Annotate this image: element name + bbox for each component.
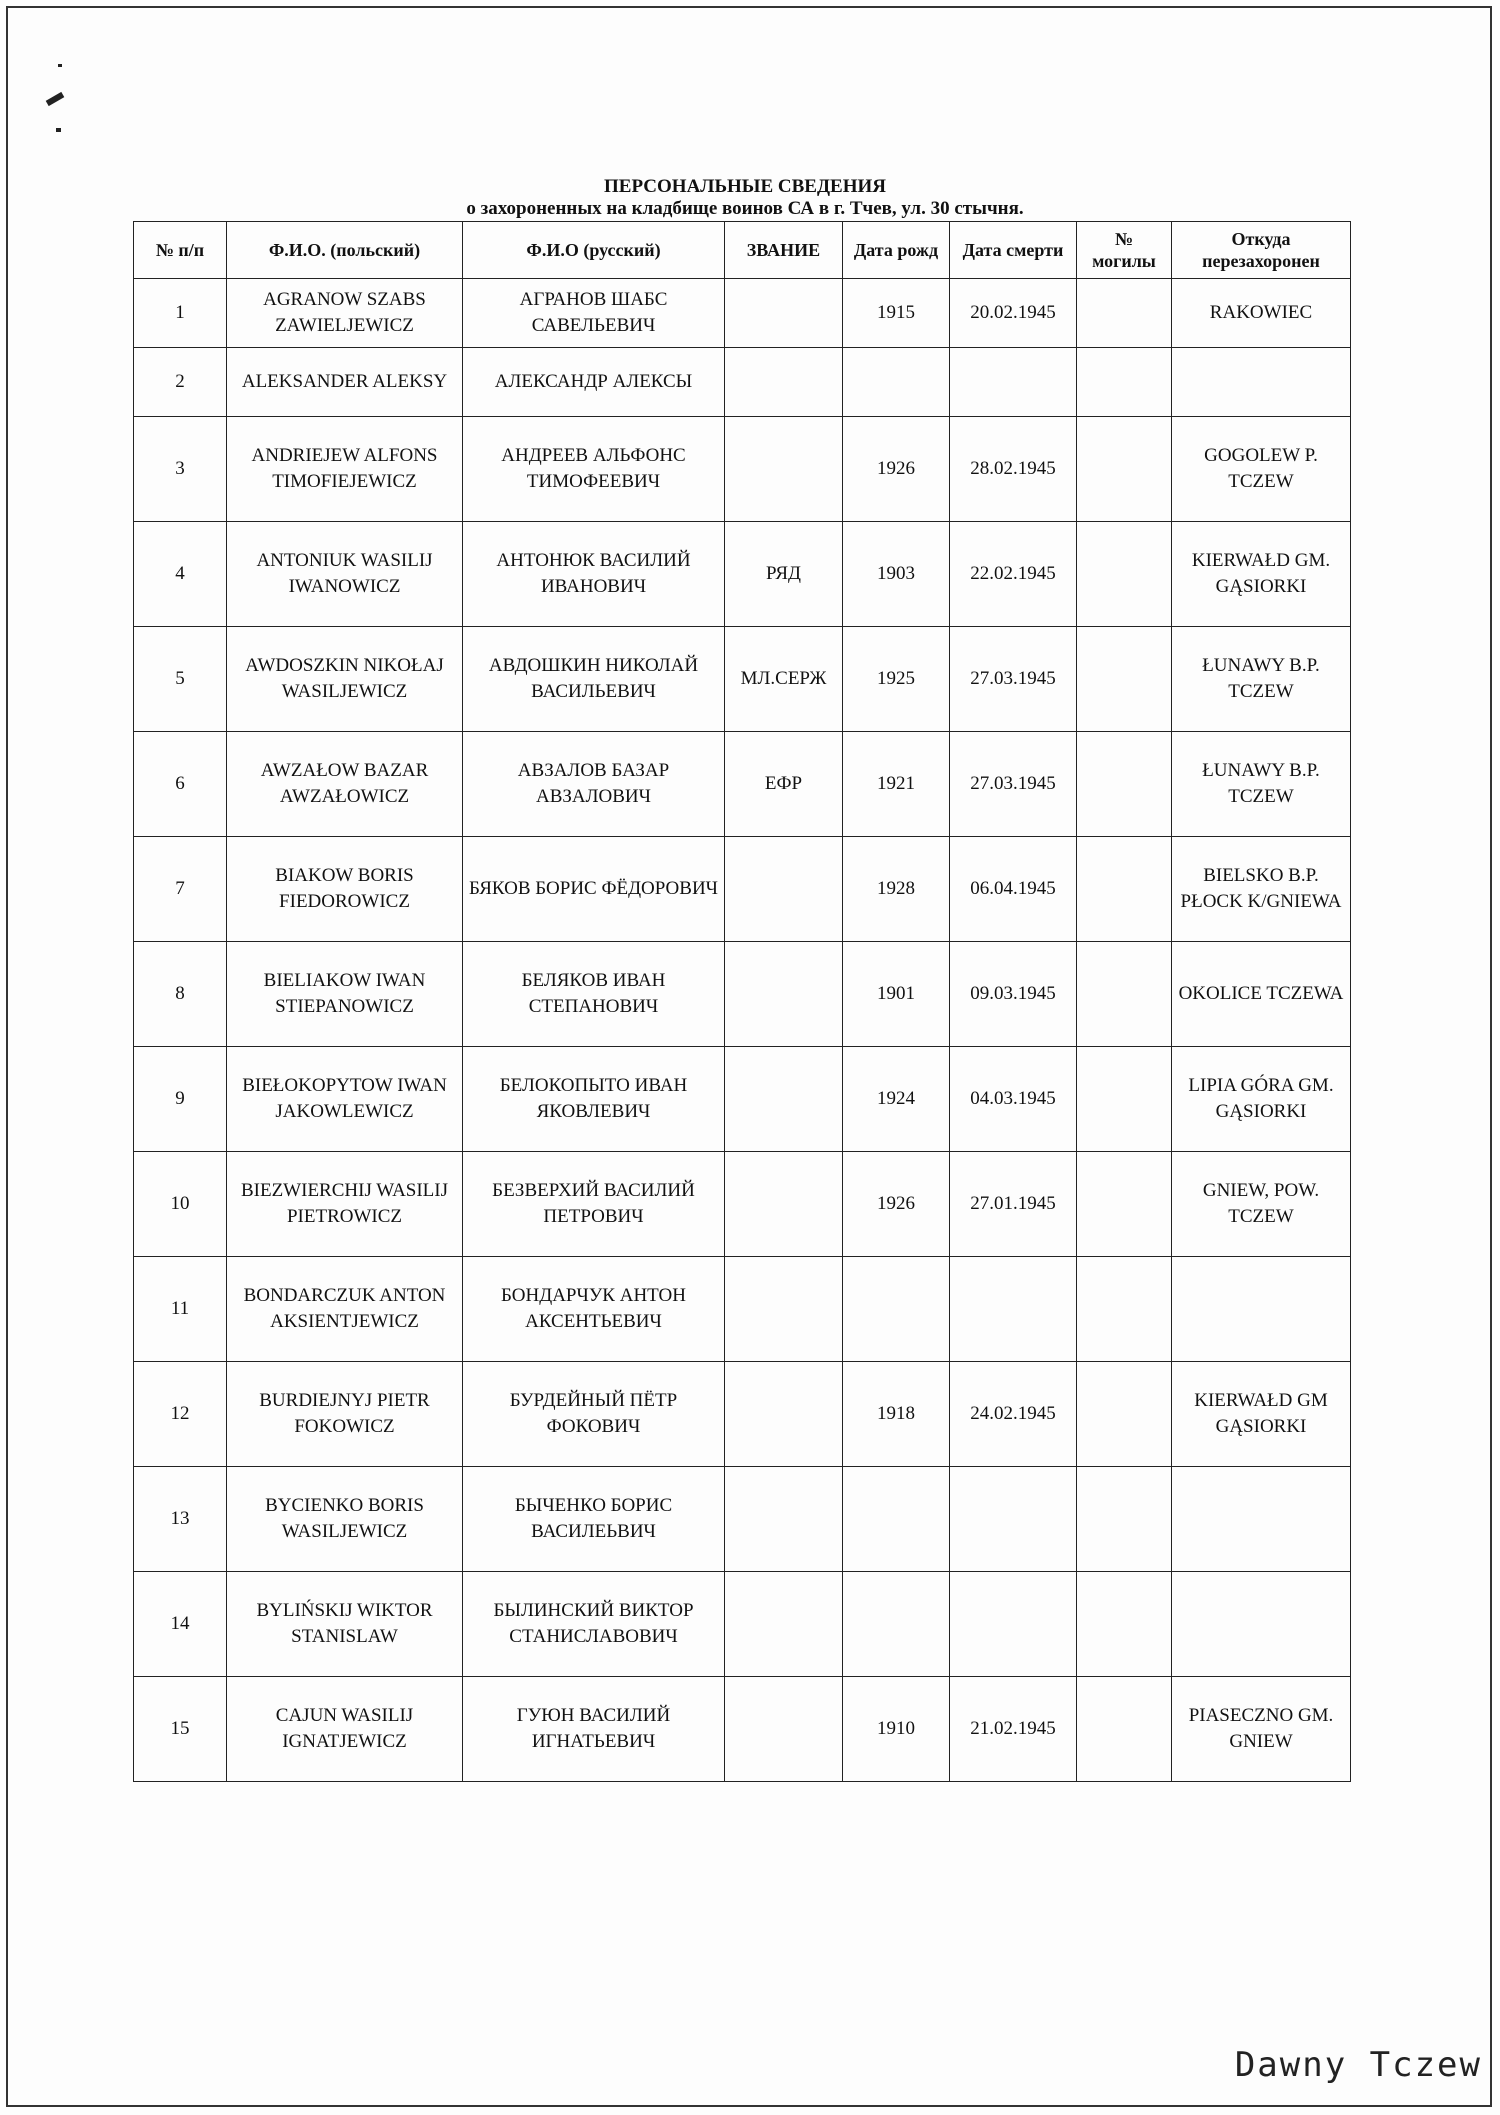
table-row (134, 279, 1351, 348)
cell-death-date: 04.03.1945 (950, 1047, 1077, 1152)
cell-birth-year (843, 1257, 950, 1362)
table-row (134, 417, 1351, 522)
cell-birth-year: 1915 (843, 279, 950, 348)
document-title (140, 176, 1350, 220)
cell-death-date: 21.02.1945 (950, 1677, 1077, 1782)
cell-name-polish: BIEŁOKOPYTOW IWAN JAKOWLEWICZ (227, 1047, 463, 1152)
header-col-birth: Дата рожд (843, 222, 950, 279)
cell-origin: RAKOWIEC (1172, 279, 1351, 348)
cell-rank (725, 1047, 843, 1152)
cell-name-polish: BIAKOW BORIS FIEDOROWICZ (227, 837, 463, 942)
cell-grave-number (1077, 1677, 1172, 1782)
cell-name-polish: BYLIŃSKIJ WIKTOR STANISLAW (227, 1572, 463, 1677)
cell-birth-year: 1928 (843, 837, 950, 942)
cell-grave-number (1077, 279, 1172, 348)
cell-row-number: 1 (134, 279, 227, 348)
scan-speck (58, 64, 62, 67)
cell-name-russian: АНТОНЮК ВАСИЛИЙ ИВАНОВИЧ (463, 522, 725, 627)
cell-rank (725, 942, 843, 1047)
cell-name-polish: AGRANOW SZABS ZAWIELJEWICZ (227, 279, 463, 348)
cell-birth-year (843, 1572, 950, 1677)
burial-table (133, 221, 1351, 1782)
table-row (134, 1047, 1351, 1152)
cell-grave-number (1077, 942, 1172, 1047)
cell-grave-number (1077, 1047, 1172, 1152)
cell-name-russian: АВДОШКИН НИКОЛАЙ ВАСИЛЬЕВИЧ (463, 627, 725, 732)
cell-row-number: 9 (134, 1047, 227, 1152)
cell-name-polish: BYCIENKO BORIS WASILJEWICZ (227, 1467, 463, 1572)
cell-row-number: 5 (134, 627, 227, 732)
table-row (134, 1467, 1351, 1572)
cell-grave-number (1077, 837, 1172, 942)
cell-name-russian: БЫЧЕНКО БОРИС ВАСИЛЕЬВИЧ (463, 1467, 725, 1572)
cell-origin: BIELSKO B.P. PŁOCK K/GNIEWA (1172, 837, 1351, 942)
cell-death-date: 22.02.1945 (950, 522, 1077, 627)
table-row (134, 1152, 1351, 1257)
cell-row-number: 14 (134, 1572, 227, 1677)
cell-origin (1172, 1467, 1351, 1572)
cell-origin: LIPIA GÓRA GM. GĄSIORKI (1172, 1047, 1351, 1152)
cell-grave-number (1077, 1467, 1172, 1572)
cell-origin: OKOLICE TCZEWA (1172, 942, 1351, 1047)
cell-origin: KIERWAŁD GM. GĄSIORKI (1172, 522, 1351, 627)
cell-name-russian: БУРДЕЙНЫЙ ПЁТР ФОКОВИЧ (463, 1362, 725, 1467)
cell-row-number: 8 (134, 942, 227, 1047)
cell-name-russian: АВЗАЛОВ БАЗАР АВЗАЛОВИЧ (463, 732, 725, 837)
cell-rank: МЛ.СЕРЖ (725, 627, 843, 732)
cell-name-polish: BIEZWIERCHIJ WASILIJ PIETROWICZ (227, 1152, 463, 1257)
cell-death-date: 20.02.1945 (950, 279, 1077, 348)
cell-birth-year: 1926 (843, 417, 950, 522)
cell-name-russian: ГУЮН ВАСИЛИЙ ИГНАТЬЕВИЧ (463, 1677, 725, 1782)
cell-death-date (950, 1257, 1077, 1362)
header-col-origin: Откуда перезахоронен (1172, 222, 1351, 279)
cell-name-polish: AWZAŁOW BAZAR AWZAŁOWICZ (227, 732, 463, 837)
cell-row-number: 12 (134, 1362, 227, 1467)
table-row (134, 522, 1351, 627)
cell-birth-year: 1925 (843, 627, 950, 732)
table-row (134, 732, 1351, 837)
cell-rank (725, 1467, 843, 1572)
cell-name-russian: БЯКОВ БОРИС ФЁДОРОВИЧ (463, 837, 725, 942)
cell-origin: GNIEW, POW. TCZEW (1172, 1152, 1351, 1257)
cell-origin: ŁUNAWY B.P. TCZEW (1172, 732, 1351, 837)
scan-speck (56, 128, 61, 132)
cell-origin (1172, 1572, 1351, 1677)
table-row (134, 1572, 1351, 1677)
header-col-number: № п/п (134, 222, 227, 279)
cell-origin: ŁUNAWY B.P. TCZEW (1172, 627, 1351, 732)
cell-origin: KIERWAŁD GM GĄSIORKI (1172, 1362, 1351, 1467)
cell-death-date: 27.03.1945 (950, 627, 1077, 732)
cell-rank (725, 1152, 843, 1257)
cell-death-date: 09.03.1945 (950, 942, 1077, 1047)
cell-name-russian: БЕЗВЕРХИЙ ВАСИЛИЙ ПЕТРОВИЧ (463, 1152, 725, 1257)
cell-name-polish: CAJUN WASILIJ IGNATJEWICZ (227, 1677, 463, 1782)
cell-origin: PIASECZNO GM. GNIEW (1172, 1677, 1351, 1782)
cell-death-date (950, 1572, 1077, 1677)
cell-row-number: 2 (134, 348, 227, 417)
title-line-1: ПЕРСОНАЛЬНЫЕ СВЕДЕНИЯ (604, 176, 886, 197)
cell-rank (725, 1572, 843, 1677)
cell-death-date: 27.01.1945 (950, 1152, 1077, 1257)
cell-death-date: 27.03.1945 (950, 732, 1077, 837)
cell-name-polish: ANDRIEJEW ALFONS TIMOFIEJEWICZ (227, 417, 463, 522)
cell-death-date (950, 348, 1077, 417)
cell-grave-number (1077, 732, 1172, 837)
cell-birth-year: 1903 (843, 522, 950, 627)
table-row (134, 837, 1351, 942)
cell-rank: ЕФР (725, 732, 843, 837)
header-col-name-russian: Ф.И.О (русский) (463, 222, 725, 279)
cell-rank (725, 279, 843, 348)
cell-name-russian: БОНДАРЧУК АНТОН АКСЕНТЬЕВИЧ (463, 1257, 725, 1362)
cell-row-number: 11 (134, 1257, 227, 1362)
table-header-row (134, 222, 1351, 279)
cell-rank (725, 1257, 843, 1362)
cell-death-date: 24.02.1945 (950, 1362, 1077, 1467)
cell-name-russian: БЕЛОКОПЫТО ИВАН ЯКОВЛЕВИЧ (463, 1047, 725, 1152)
cell-rank: РЯД (725, 522, 843, 627)
cell-rank (725, 417, 843, 522)
cell-grave-number (1077, 348, 1172, 417)
cell-birth-year: 1901 (843, 942, 950, 1047)
cell-name-polish: BIELIAKOW IWAN STIEPANOWICZ (227, 942, 463, 1047)
cell-row-number: 10 (134, 1152, 227, 1257)
cell-name-russian: АГРАНОВ ШАБС САВЕЛЬЕВИЧ (463, 279, 725, 348)
cell-grave-number (1077, 417, 1172, 522)
cell-row-number: 6 (134, 732, 227, 837)
cell-rank (725, 837, 843, 942)
header-col-death: Дата смерти (950, 222, 1077, 279)
cell-birth-year (843, 1467, 950, 1572)
table-body (134, 279, 1351, 1782)
cell-name-polish: BONDARCZUK ANTON AKSIENTJEWICZ (227, 1257, 463, 1362)
cell-grave-number (1077, 1152, 1172, 1257)
cell-row-number: 15 (134, 1677, 227, 1782)
cell-grave-number (1077, 1572, 1172, 1677)
cell-grave-number (1077, 1362, 1172, 1467)
table-row (134, 942, 1351, 1047)
cell-name-russian: БЫЛИНСКИЙ ВИКТОР СТАНИСЛАВОВИЧ (463, 1572, 725, 1677)
cell-death-date: 06.04.1945 (950, 837, 1077, 942)
cell-grave-number (1077, 522, 1172, 627)
cell-row-number: 4 (134, 522, 227, 627)
cell-birth-year: 1924 (843, 1047, 950, 1152)
cell-rank (725, 1677, 843, 1782)
cell-name-polish: AWDOSZKIN NIKOŁAJ WASILJEWICZ (227, 627, 463, 732)
table-row (134, 1257, 1351, 1362)
title-line-2: о захороненных на кладбище воинов СА в г. Тчев, ул. 30 стычня. (466, 198, 1024, 219)
cell-name-russian: АНДРЕЕВ АЛЬФОНС ТИМОФЕЕВИЧ (463, 417, 725, 522)
cell-row-number: 13 (134, 1467, 227, 1572)
header-col-name-polish: Ф.И.О. (польский) (227, 222, 463, 279)
cell-birth-year: 1918 (843, 1362, 950, 1467)
cell-grave-number (1077, 1257, 1172, 1362)
cell-birth-year (843, 348, 950, 417)
cell-grave-number (1077, 627, 1172, 732)
cell-birth-year: 1910 (843, 1677, 950, 1782)
cell-row-number: 3 (134, 417, 227, 522)
cell-name-polish: ALEKSANDER ALEKSY (227, 348, 463, 417)
cell-death-date: 28.02.1945 (950, 417, 1077, 522)
cell-name-russian: БЕЛЯКОВ ИВАН СТЕПАНОВИЧ (463, 942, 725, 1047)
cell-origin (1172, 348, 1351, 417)
table-row (134, 1362, 1351, 1467)
cell-birth-year: 1926 (843, 1152, 950, 1257)
cell-name-russian: АЛЕКСАНДР АЛЕКСЫ (463, 348, 725, 417)
cell-name-polish: BURDIEJNYJ PIETR FOKOWICZ (227, 1362, 463, 1467)
cell-row-number: 7 (134, 837, 227, 942)
watermark: Dawny Tczew (1234, 2045, 1482, 2085)
cell-name-polish: ANTONIUK WASILIJ IWANOWICZ (227, 522, 463, 627)
cell-rank (725, 1362, 843, 1467)
table-row (134, 1677, 1351, 1782)
cell-birth-year: 1921 (843, 732, 950, 837)
cell-death-date (950, 1467, 1077, 1572)
cell-origin (1172, 1257, 1351, 1362)
cell-origin: GOGOLEW P. TCZEW (1172, 417, 1351, 522)
header-col-rank: ЗВАНИЕ (725, 222, 843, 279)
cell-rank (725, 348, 843, 417)
table-row (134, 348, 1351, 417)
table-row (134, 627, 1351, 732)
header-col-grave: № могилы (1077, 222, 1172, 279)
